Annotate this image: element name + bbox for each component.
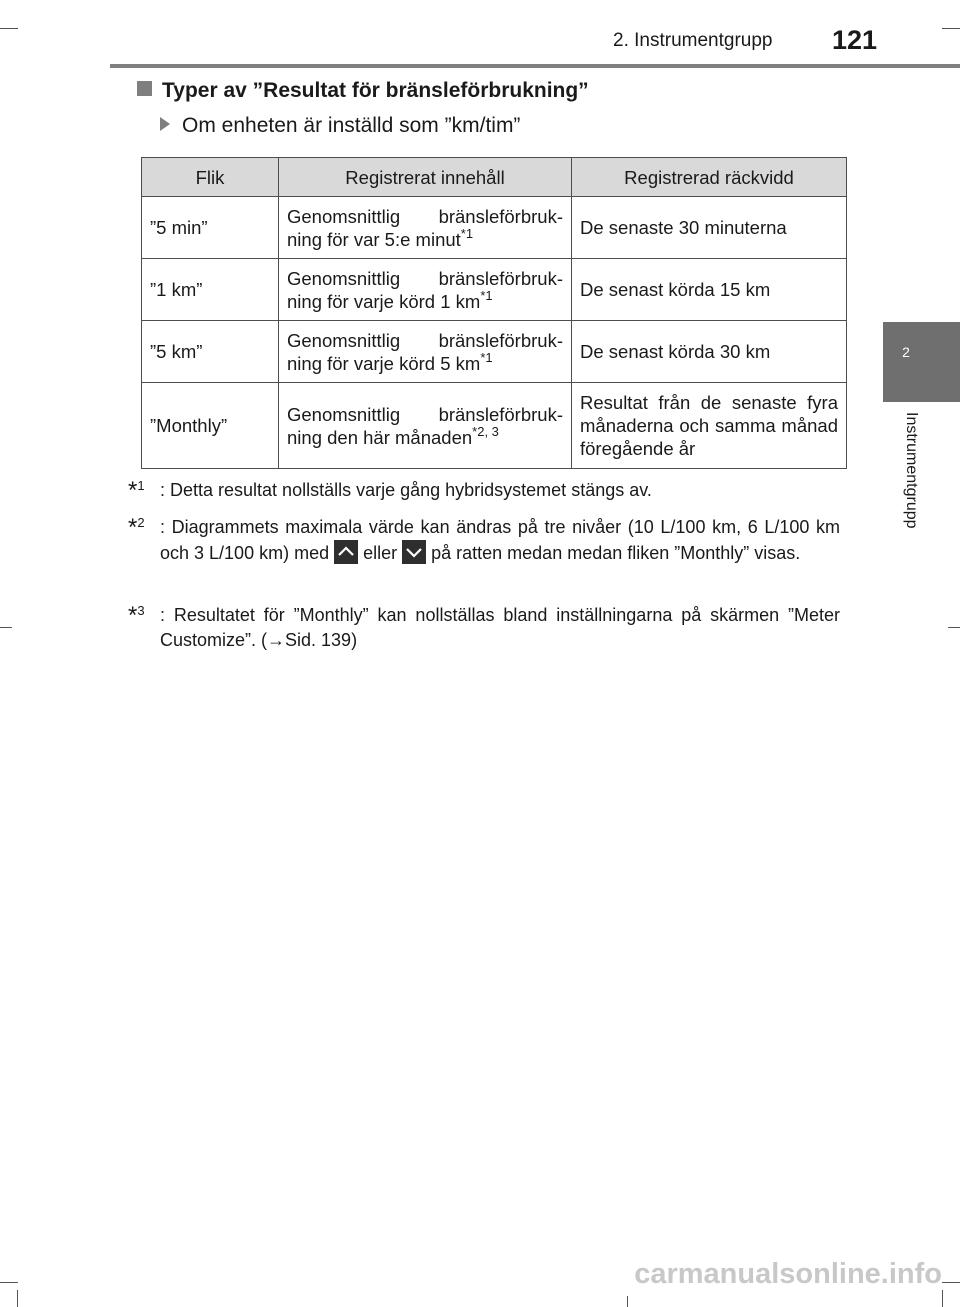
table-row xyxy=(142,259,847,321)
square-bullet-icon xyxy=(137,81,152,96)
triangle-bullet-icon xyxy=(160,117,170,131)
content-text: Genomsnittlig bränsleförbruk-ning för var 5:e minut xyxy=(287,205,563,250)
header-rule xyxy=(110,64,960,68)
footnote-ref: *2, 3 xyxy=(472,423,499,439)
table-cell-flik: ”Monthly” xyxy=(142,383,279,469)
table-cell-flik: ”1 km” xyxy=(142,259,279,321)
content-text: Genomsnittlig bränsleförbruk-ning för varje körd 5 km xyxy=(287,329,563,374)
chevron-down-icon xyxy=(402,540,426,564)
page-number: 121 xyxy=(832,25,878,55)
table-cell-range: De senast körda 15 km xyxy=(572,259,847,321)
footnote-text: : Diagrammets maximala värde kan ändras på tre nivåer (10 L/100 km, 6 L/100 km och 3 L/100 km) med eller på ratten medan medan fliken ”Monthly” visas. xyxy=(160,517,840,563)
table-header-cell: Flik xyxy=(142,158,279,197)
table-cell-content xyxy=(279,383,572,469)
table-cell-flik: ”5 km” xyxy=(142,321,279,383)
table-row xyxy=(142,197,847,259)
side-tab-label: Instrumentgrupp xyxy=(903,412,920,529)
table-cell-range: De senast körda 30 km xyxy=(572,321,847,383)
footnote-ref: *1 xyxy=(480,287,493,303)
table-row xyxy=(142,383,847,469)
chevron-up-icon xyxy=(334,540,358,564)
table-header-row xyxy=(142,158,847,197)
content-text: Genomsnittlig bränsleförbruk-ning den här månaden xyxy=(287,403,563,448)
watermark: carmanualsonline.info xyxy=(634,1258,942,1290)
header-section-title: 2. Instrumentgrupp xyxy=(613,30,773,51)
side-tab xyxy=(883,322,960,402)
table-cell-content xyxy=(279,259,572,321)
fuel-result-table xyxy=(141,157,847,469)
footnote-marker: *$^3$ xyxy=(128,602,145,629)
section-heading-text: Typer av ”Resultat för bränsleförbrukning” xyxy=(162,79,589,102)
footnote-text: : Detta resultat nollställs varje gång hybridsystemet stängs av. xyxy=(160,480,652,500)
table-cell-range: Resultat från de senaste fyra månaderna och samma månad föregående år xyxy=(572,383,847,469)
table-cell-range: De senaste 30 minuterna xyxy=(572,197,847,259)
subheading-text: Om enheten är inställd som ”km/tim” xyxy=(182,114,521,137)
footnote-2 xyxy=(128,515,840,566)
section-heading xyxy=(137,79,589,103)
side-tab-number: 2 xyxy=(902,344,910,360)
footnote-ref: *1 xyxy=(480,349,493,365)
table-cell-flik: ”5 min” xyxy=(142,197,279,259)
table-header-cell: Registrerat innehåll xyxy=(279,158,572,197)
footnote-marker: *$^1$ xyxy=(128,477,145,504)
footnote-text: : Resultatet för ”Monthly” kan nollställas bland inställningarna på skärmen ”Meter Customize”. (→Sid. 139) xyxy=(160,605,840,650)
table-header-cell: Registrerad räckvidd xyxy=(572,158,847,197)
footnote-3 xyxy=(128,603,840,653)
table-cell-content xyxy=(279,321,572,383)
footnote-1 xyxy=(128,478,840,503)
subheading xyxy=(160,114,520,138)
table-row xyxy=(142,321,847,383)
footnote-marker: *$^2$ xyxy=(128,514,145,541)
footnote-ref: *1 xyxy=(460,225,474,241)
table-cell-content xyxy=(279,197,572,259)
content-text: Genomsnittlig bränsleförbruk-ning för varje körd 1 km xyxy=(287,267,563,312)
